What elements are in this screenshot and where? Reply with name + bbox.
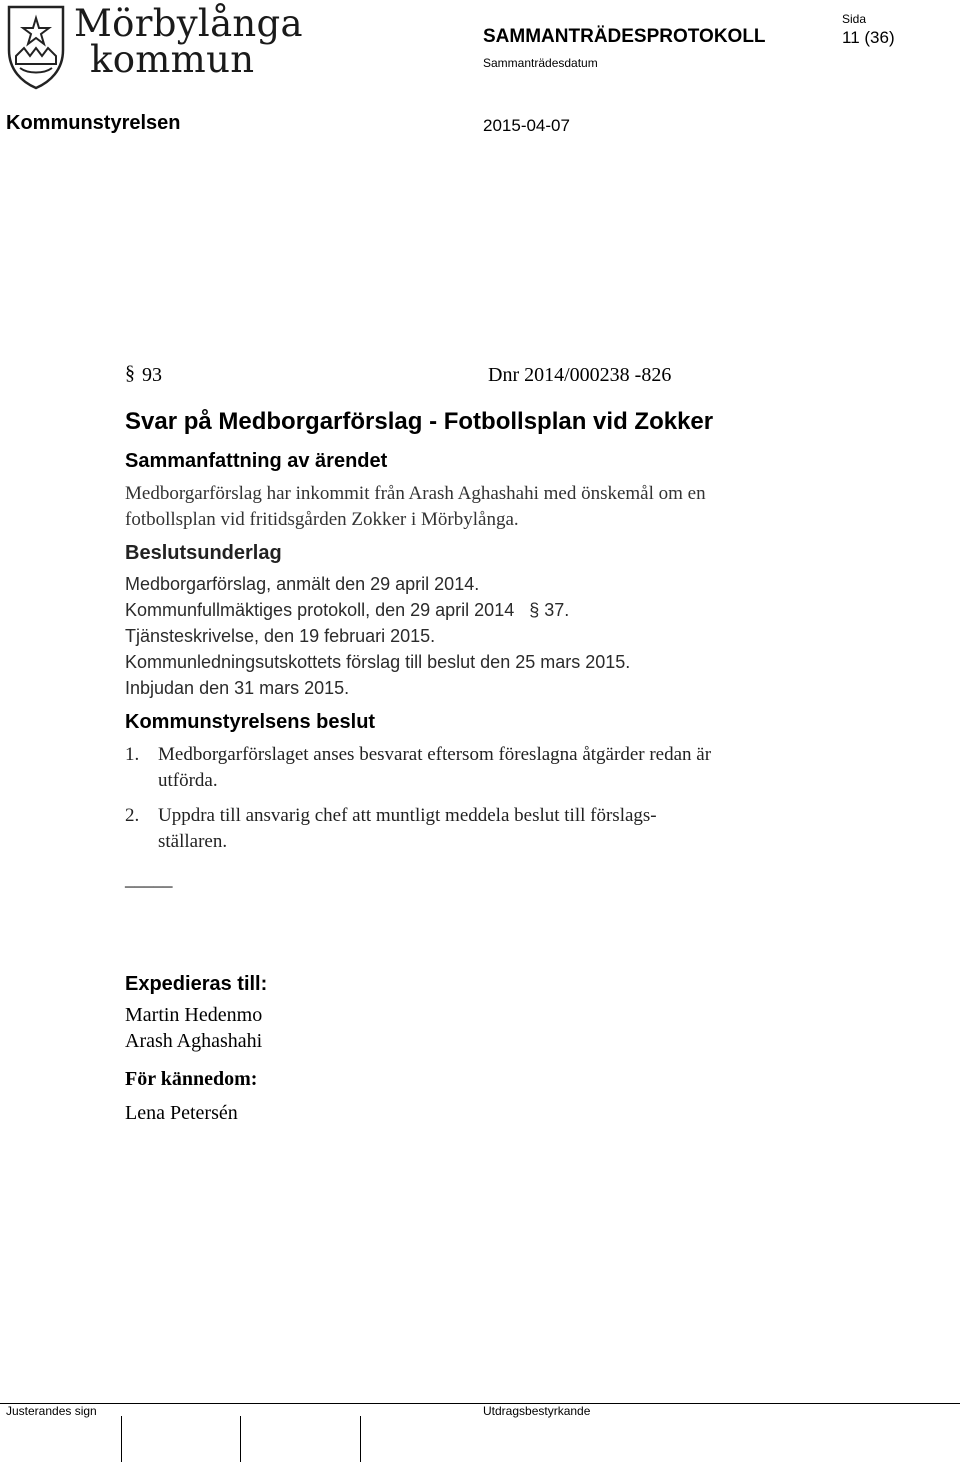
- info-heading: För kännedom:: [125, 1068, 258, 1090]
- footer-divider: [0, 1403, 960, 1404]
- basis-item: Inbjudan den 31 mars 2015.: [125, 678, 350, 698]
- decision-item-text: [158, 742, 711, 794]
- section-number: 93: [142, 364, 162, 386]
- decision-item-number: 1.: [125, 744, 140, 765]
- page-number: 11 (36): [842, 28, 895, 47]
- section-symbol: §: [125, 362, 135, 384]
- decision-item-text: [158, 803, 657, 855]
- basis-item: Kommunledningsutskottets förslag till beslut den 25 mars 2015.: [125, 652, 631, 672]
- basis-item-text: 37.: [544, 600, 570, 620]
- extract-certification-label: Utdragsbestyrkande: [483, 1404, 591, 1418]
- meeting-date-label: Sammanträdesdatum: [483, 56, 598, 70]
- signature-box-divider: [240, 1416, 241, 1462]
- recipient: Martin Hedenmo: [125, 1004, 263, 1026]
- summary-line: fotbollsplan vid fritidsgården Zokker i Mörbylånga.: [125, 509, 519, 530]
- summary-heading: Sammanfattning av ärendet: [125, 450, 388, 472]
- separator-line: _____: [125, 869, 173, 890]
- basis-item: [125, 597, 630, 623]
- distribution-heading: Expedieras till:: [125, 973, 268, 995]
- page-label: Sida: [842, 12, 867, 26]
- decision-item-line: Uppdra till ansvarig chef att muntligt meddela beslut till förslags-: [158, 805, 657, 826]
- municipality-coat-of-arms-logo: [6, 4, 66, 90]
- organ-name: Kommunstyrelsen: [6, 112, 181, 134]
- decision-heading: Kommunstyrelsens beslut: [125, 711, 376, 733]
- signature-box-divider: [121, 1416, 122, 1462]
- decision-item-line: utförda.: [158, 770, 218, 791]
- basis-item: Tjänsteskrivelse, den 19 februari 2015.: [125, 626, 436, 646]
- decision-item-line: Medborgarförslaget anses besvarat eftersom föreslagna åtgärder redan är: [158, 744, 712, 765]
- basis-list: [125, 571, 630, 701]
- logo-wordmark-municipality: Mörbylånga: [74, 2, 303, 45]
- case-title: Svar på Medborgarförslag - Fotbollsplan vid Zokker: [125, 408, 714, 435]
- signature-box-divider: [360, 1416, 361, 1462]
- recipient: Arash Aghashahi: [125, 1030, 263, 1052]
- logo-wordmark-kommun: kommun: [90, 38, 255, 81]
- case-dnr: Dnr 2014/000238 -826: [488, 364, 672, 386]
- info-recipient: Lena Petersén: [125, 1102, 238, 1124]
- justifier-signature-label: Justerandes sign: [6, 1404, 97, 1418]
- document-type-title: SAMMANTRÄDESPROTOKOLL: [483, 26, 766, 47]
- meeting-date: 2015-04-07: [483, 116, 570, 135]
- section-symbol: §: [529, 600, 540, 620]
- summary-line: Medborgarförslag har inkommit från Arash Aghashahi med önskemål om en: [125, 483, 706, 504]
- basis-heading: Beslutsunderlag: [125, 542, 282, 564]
- decision-item-number: 2.: [125, 805, 140, 826]
- basis-item-text: Kommunfullmäktiges protokoll, den 29 april 2014: [125, 600, 515, 620]
- decision-item-line: ställaren.: [158, 831, 228, 852]
- summary-text: [125, 481, 706, 533]
- basis-item: Medborgarförslag, anmält den 29 april 2014.: [125, 574, 480, 594]
